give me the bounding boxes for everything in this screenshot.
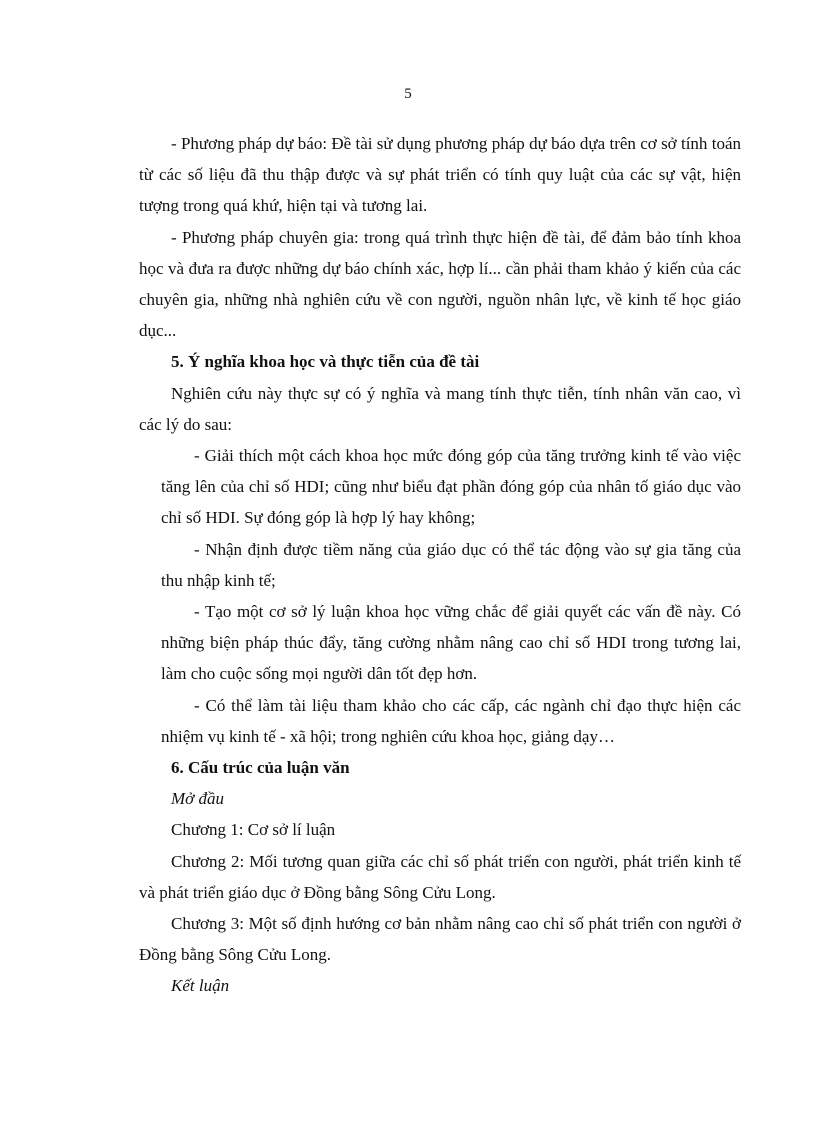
list-item-significance-3: - Tạo một cơ sở lý luận khoa học vững chắc để giải quyết các vấn đề này. Có những biện pháp thúc đẩy, tăng cường nhằm nâng cao chỉ số HDI trong tương lai, làm cho cuộc sống mọi người dân tốt đẹp hơn. xyxy=(161,602,741,684)
structure-intro: Mở đầu xyxy=(171,789,224,809)
section-heading-5: 5. Ý nghĩa khoa học và thực tiễn của đề tài xyxy=(171,352,480,372)
section-heading-6: 6. Cấu trúc của luận văn xyxy=(171,758,350,778)
paragraph-expert-method: - Phương pháp chuyên gia: trong quá trình thực hiện đề tài, để đảm bảo tính khoa học và đưa ra được những dự báo chính xác, hợp lí... cần phải tham khảo ý kiến của các chuyên gia, những nhà nghiên cứu về con người, nguồn nhân lực, về kinh tế học giáo dục... xyxy=(139,227,741,341)
document-body xyxy=(139,128,741,1002)
structure-conclusion: Kết luận xyxy=(171,976,230,996)
paragraph-significance: Nghiên cứu này thực sự có ý nghĩa và mang tính thực tiễn, tính nhân văn cao, vì các lý do sau: xyxy=(139,383,741,434)
list-item-significance-2: - Nhận định được tiềm năng của giáo dục có thể tác động vào sự gia tăng của thu nhập kinh tế; xyxy=(161,539,741,590)
structure-chapter-3: Chương 3: Một số định hướng cơ bản nhằm nâng cao chỉ số phát triển con người ở Đồng bằng Sông Cửu Long. xyxy=(139,914,741,965)
paragraph-forecast-method: - Phương pháp dự báo: Đề tài sử dụng phương pháp dự báo dựa trên cơ sở tính toán từ các số liệu đã thu thập được và sự phát triển có tính quy luật của các sự vật, hiện tượng trong quá khứ, hiện tại và tương lai. xyxy=(139,134,741,216)
list-item-significance-4: - Có thể làm tài liệu tham khảo cho các cấp, các ngành chỉ đạo thực hiện các nhiệm vụ kinh tế - xã hội; trong nghiên cứu khoa học, giảng dạy… xyxy=(161,695,741,746)
structure-chapter-1: Chương 1: Cơ sở lí luận xyxy=(171,820,336,840)
page-number: 5 xyxy=(404,86,412,102)
list-item-significance-1: - Giải thích một cách khoa học mức đóng góp của tăng trưởng kinh tế vào việc tăng lên của chỉ số HDI; cũng như biểu đạt phần đóng góp của nhân tố giáo dục vào chỉ số HDI. Sự đóng góp là hợp lý hay không; xyxy=(161,446,741,528)
structure-chapter-2: Chương 2: Mối tương quan giữa các chỉ số phát triển con người, phát triển kinh tế và phát triển giáo dục ở Đồng bằng Sông Cửu Long. xyxy=(139,851,741,902)
